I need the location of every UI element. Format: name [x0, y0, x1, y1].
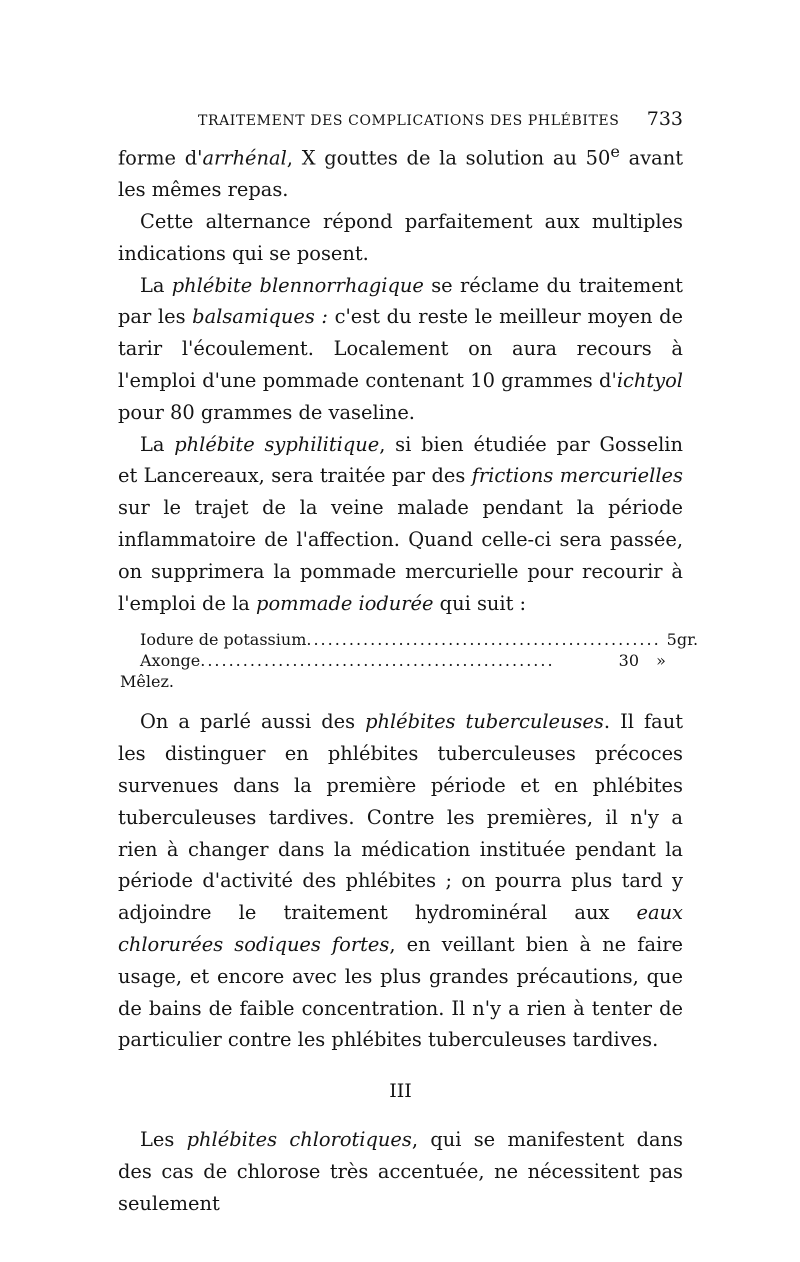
formula-row: [140, 650, 683, 671]
running-header: [118, 108, 683, 130]
formula-instruction: Mêlez.: [120, 672, 174, 692]
paragraph-alternance: Cette alternance répond parfaitement aux multiples indications qui se posent.: [118, 210, 683, 265]
ingredient-name: Axonge: [140, 651, 201, 671]
term-pommade-ioduree: pommade iodurée: [256, 591, 434, 615]
term-phlebite-blennorrhagique: phlébite blennorrhagique: [171, 273, 424, 297]
leader-dots: ..................................................: [200, 651, 555, 671]
paragraph-syphilitique: La phlébite syphilitique, si bien étudiée par Gosselin et Lancereaux, sera traitée par des frictions mercurielles sur le trajet de la veine malade pendant la période inflammatoire de l'affection. Quand celle-ci sera passée, on supprimera la pommade mercurielle pour recourir à l'emploi de la pommade iodurée qui suit :: [118, 432, 683, 615]
formula-row: [140, 629, 699, 650]
paragraph-chlorotiques: Les phlébites chlorotiques, qui se manifestent dans des cas de chlorose très accentuée, ne nécessitent pas seulement: [118, 1128, 683, 1215]
ingredient-unit: »: [656, 651, 666, 671]
ingredient-unit: gr.: [676, 630, 699, 650]
term-eaux-chlorurees: eaux chlorurées sodiques fortes: [118, 901, 683, 956]
leader-dots: ..................................................: [306, 630, 661, 650]
paragraph-arrhenal: forme d'arrhénal, X gouttes de la solution au 50e avant les mêmes repas.: [118, 142, 683, 202]
term-ichtyol: ichtyol: [616, 369, 683, 393]
book-page: [118, 108, 699, 1220]
paragraph-tuberculeuses: On a parlé aussi des phlébites tuberculeuses. Il faut les distinguer en phlébites tuberculeuses précoces survenues dans la première période et en phlébites tuberculeuses tardives. Contre les premières, il n'y a rien à changer dans la médication instituée pendant la période d'activité des phlébites ; on pourra plus tard y adjoindre le traitement hydrominéral aux eaux chlorurées sodiques fortes, en veillant bien à ne faire usage, et encore avec les plus grandes précautions, que de bains de faible concentration. Il n'y a rien à tenter de particulier contre les phlébites tuberculeuses tardives.: [118, 710, 684, 1052]
ingredient-name: Iodure de potassium: [140, 630, 307, 650]
term-arrhenal: arrhénal: [202, 146, 287, 170]
ingredient-quantity: 30: [618, 651, 639, 671]
term-phlebite-syphilitique: phlébite syphilitique: [174, 432, 380, 456]
section-heading: III: [389, 1080, 412, 1103]
term-frictions-mercurielles: frictions mercurielles: [471, 464, 683, 488]
term-phlebites-tuberculeuses: phlébites tuberculeuses: [365, 710, 604, 734]
running-title: TRAITEMENT DES COMPLICATIONS DES PHLÉBITES: [198, 113, 620, 129]
term-balsamiques: balsamiques :: [192, 305, 328, 329]
page-number: 733: [646, 108, 683, 130]
ingredient-quantity: 5: [666, 630, 677, 650]
paragraph-blennorrhagique: La phlébite blennorrhagique se réclame du traitement par les balsamiques : c'est du reste le meilleur moyen de tarir l'écoulement. Localement on aura recours à l'emploi d'une pommade contenant 10 grammes d'ichtyol pour 80 grammes de vaseline.: [118, 273, 683, 424]
term-phlebites-chlorotiques: phlébites chlorotiques: [186, 1128, 412, 1152]
prescription-formula: [120, 629, 699, 692]
